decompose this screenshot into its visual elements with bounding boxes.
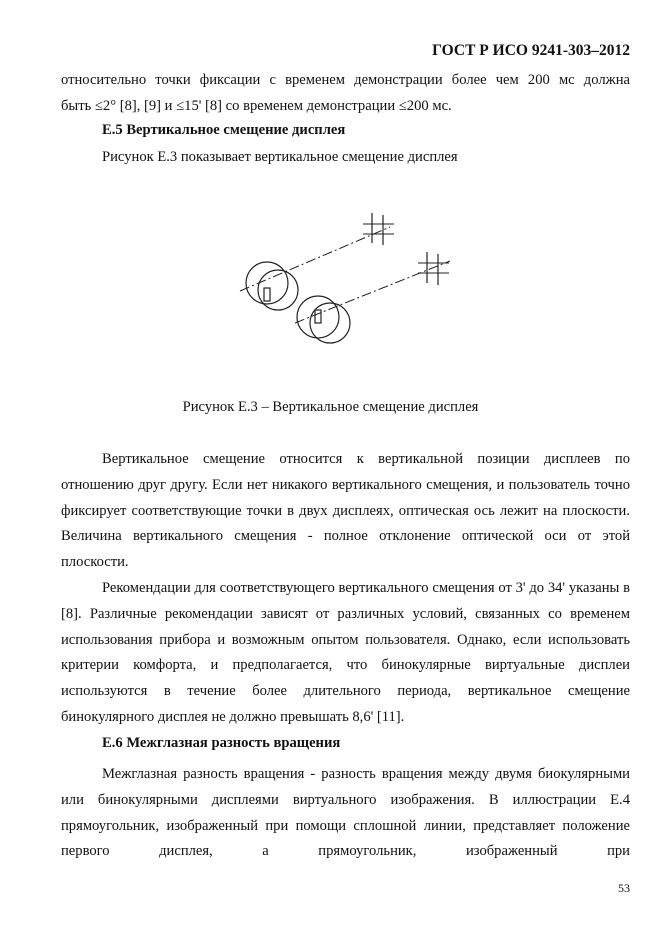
right-eye-front-circle [297,296,339,338]
left-eye-pupil-marker [264,288,270,301]
section-e5-paragraph-2-block [61,576,630,731]
intro-line-2: быть ≤2° [8], [9] и ≤15' [8] со временем демонстрации ≤200 мс. [61,97,452,114]
right-eye-pupil-marker [315,310,321,323]
document-header: ГОСТ Р ИСО 9241-303–2012 [432,42,630,59]
intro-line-1: относительно точки фиксации с временем демонстрации более чем 200 мс должна [61,72,630,88]
left-optical-axis [240,227,390,291]
section-e5-paragraph-2: Рекомендации для соответствующего вертикального смещения от 3' до 34' указаны в [8]. Различные рекомендации зависят от различных условий, связанных со временем использования прибора и возможным опытом пользователя. Однако, если использовать критерии комфорта, и предполагается, что бинокулярные виртуальные дисплеи используются в течение более длительного периода, вертикальное смещение бинокулярного дисплея не должно превышать 8,6' [11]. [61,580,630,725]
page-number: 53 [618,881,630,895]
section-e6-paragraph-1-block [61,762,630,865]
left-eye-front-circle [246,262,288,304]
section-e6-paragraph-1: Межглазная разность вращения - разность вращения между двумя биокулярными или бинокулярными дисплеями виртуального изображения. В иллюстрации Е.4 прямоугольник, изображенный при помощи сплошной линии, представляет положение первого дисплея, а прямоугольник, изображенный при [61,766,630,860]
section-e5-title: Е.5 Вертикальное смещение дисплея [102,122,346,138]
intro-text [61,68,630,120]
figure-e3-diagram [220,195,470,365]
section-e6-title: Е.6 Межглазная разность вращения [102,735,341,751]
section-e5-paragraph-1: Вертикальное смещение относится к вертикальной позиции дисплеев по отношению друг другу. Если нет никакого вертикального смещения, и пользователь точно фиксирует соответствующие точки в двух дисплеях, оптическая ось лежит на плоскости. Величина вертикального смещения - полное отклонение оптической оси от этой плоскости. [61,451,630,571]
figure-e3-caption: Рисунок Е.3 – Вертикальное смещение дисплея [182,399,479,415]
figure-lead-text: Рисунок Е.3 показывает вертикальное смещение дисплея [102,149,458,165]
section-e5-paragraph-1-block [61,447,630,576]
